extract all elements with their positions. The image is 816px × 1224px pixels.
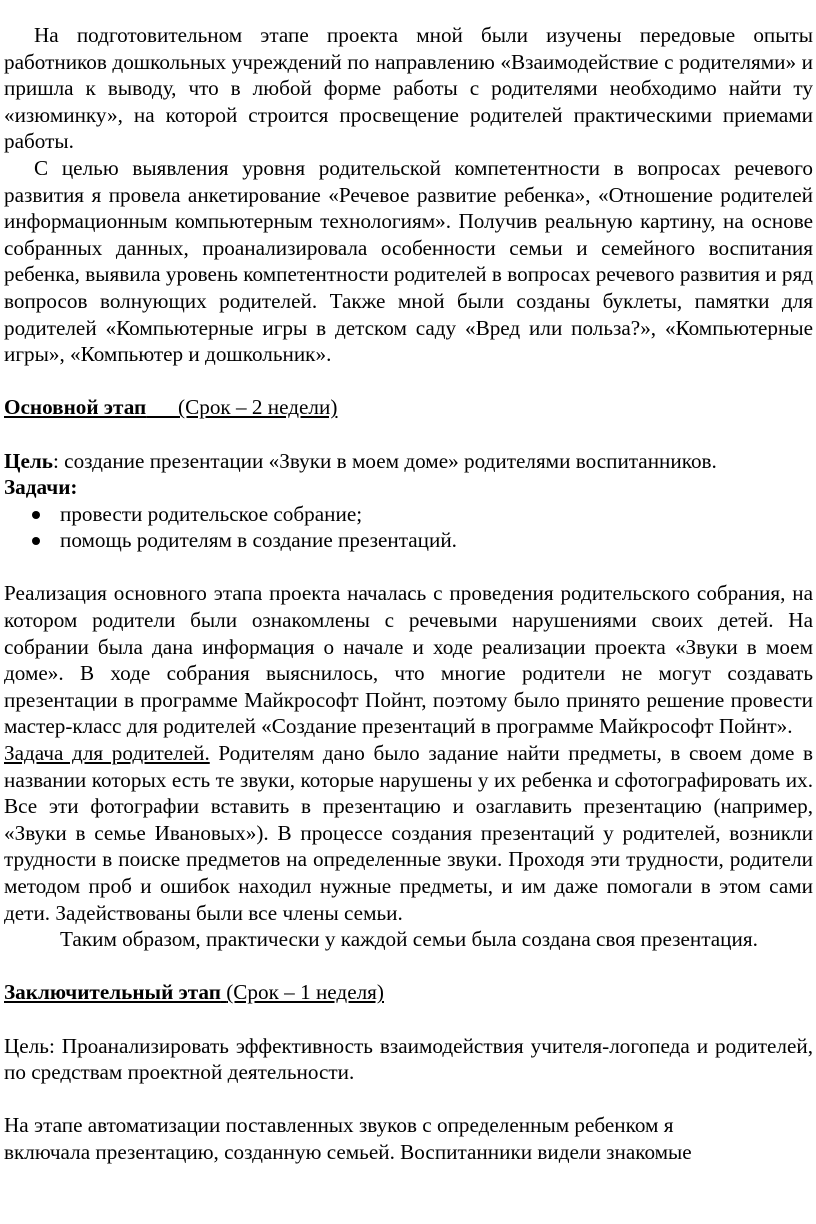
intro-paragraph-1: На подготовительном этапе проекта мной были изучены передовые опыты работников дошкольных учреждений по направлению «Взаимодействие с родителями» и пришла к выводу, что в любой форме работы с родителями необходимо найти ту «изюминку», на которой строится просвещение родителей практическими приемами работы. xyxy=(4,23,813,154)
task-text: провести родительское собрание; xyxy=(60,501,363,526)
goal-text: : создание презентации «Звуки в моем доме» родителями воспитанников. xyxy=(52,448,717,473)
conclusion-paragraph: Таким образом, практически у каждой семьи была создана своя презентация. xyxy=(60,927,758,952)
final-stage-heading xyxy=(4,979,813,1006)
parent-task-text: Родителям дано было задание найти предметы, в своем доме в названии которых есть те звуки, которые нарушены у их ребенка и сфотографировать их. Все эти фотографии вставить в презентацию и озаглавить презентацию (например, «Звуки в семье Ивановых»). В процессе создания презентаций у родителей, возникли трудности в поиске предметов на определенные звуки. Проходя эти трудности, родители методом проб и ошибок находил нужные предметы, и им даже помогали в этом сами дети. Задействованы были все члены семьи. xyxy=(4,741,813,925)
main-stage-term: (Срок – 2 недели) xyxy=(178,395,338,420)
realization-paragraph: Реализация основного этапа проекта началась с проведения родительского собрания, на котором родители были ознакомлены с речевыми нарушениями своих детей. На собрании была дана информация о начале и ходе реализации проекта «Звуки в моем доме». В ходе собрания выяснилось, что многие родители не могут создавать презентации в программе Майкрософт Пойнт, поэтому было принято решение провести мастер-класс для родителей «Создание презентаций в программе Майкрософт Пойнт». xyxy=(4,581,813,739)
intro-paragraph-2: С целью выявления уровня родительской компетентности в вопросах речевого развития я провела анкетирование «Речевое развитие ребенка», «Отношение родителей информационным компьютерным технологиям». Получив реальную картину, на основе собранных данных, проанализировала особенности семьи и семейного воспитания ребенка, выявила уровень компетентности родителей в вопросах речевого развития и ряд вопросов волнующих родителей. Также мной были созданы буклеты, памятки для родителей «Компьютерные игры в детском саду «Вред или польза?», «Компьютерные игры», «Компьютер и дошкольник». xyxy=(4,155,813,367)
main-stage-term-gap xyxy=(146,395,178,419)
parent-task-paragraph xyxy=(4,740,813,926)
main-stage-heading xyxy=(4,394,813,421)
task-text: помощь родителям в создание презентаций. xyxy=(60,528,457,553)
automation-line-1: На этапе автоматизации поставленных звуков с определенным ребенком я xyxy=(4,1113,674,1138)
parent-task-label: Задача для родителей. xyxy=(4,741,210,766)
spacer xyxy=(4,368,813,395)
spacer xyxy=(4,421,813,448)
bullet-icon xyxy=(32,537,40,545)
spacer xyxy=(4,554,813,581)
tasks-label: Задачи: xyxy=(4,475,78,500)
spacer xyxy=(4,1086,813,1113)
final-stage-title: Заключительный этап xyxy=(4,980,221,1005)
list-item xyxy=(4,527,813,554)
goal-label: Цель xyxy=(4,448,53,473)
final-stage-term: (Срок – 1 неделя) xyxy=(226,980,384,1005)
final-stage-goal: Цель: Проанализировать эффективность взаимодействия учителя-логопеда и родителей, по средствам проектной деятельности. xyxy=(4,1033,813,1085)
spacer xyxy=(4,953,813,980)
main-stage-title: Основной этап xyxy=(4,395,147,420)
tasks-list xyxy=(4,501,813,554)
spacer xyxy=(4,1006,813,1033)
bullet-icon xyxy=(32,511,40,519)
automation-line-2: включала презентацию, созданную семьей. Воспитанники видели знакомые xyxy=(4,1139,692,1164)
list-item xyxy=(4,501,813,528)
main-stage-goal xyxy=(4,448,813,475)
